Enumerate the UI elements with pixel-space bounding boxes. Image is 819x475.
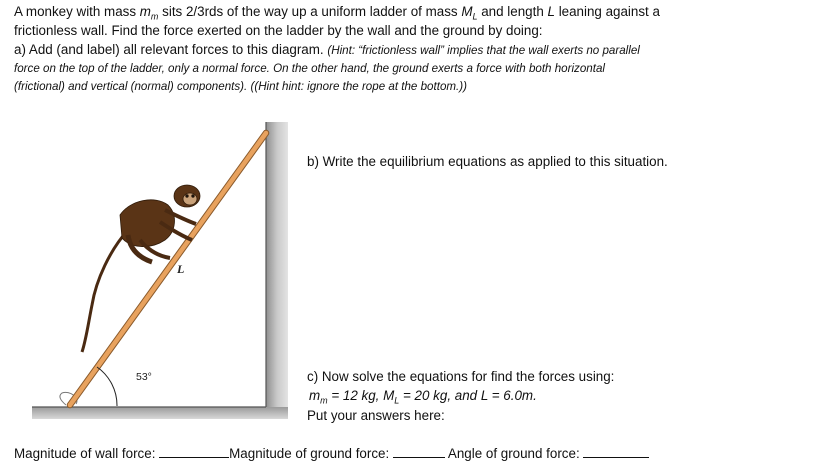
problem-line-4: force on the top of the ladder, only a normal force. On the other hand, the ground exerts a force with both horizontal — [14, 62, 605, 75]
problem-line-2: frictionless wall. Find the force exerted on the ladder by the wall and the ground by doing: — [14, 23, 543, 38]
ground-force-label: Magnitude of ground force: — [229, 446, 393, 461]
problem-line-1: A monkey with mass $m_m$ sits 2/3rds of the way up a uniform ladder of mass $M_L$ and length L leaning against a — [14, 4, 660, 22]
wall-force-blank[interactable] — [159, 445, 229, 458]
problem-line-3: a) Add (and label) all relevant forces to this diagram. (Hint: “frictionless wall” implies that the wall exerts no parallel — [14, 42, 640, 57]
part-c-line-1: c) Now solve the equations for find the forces using: — [307, 369, 615, 384]
floor — [32, 407, 288, 419]
length-label: L — [177, 262, 185, 276]
ground-angle-label: Angle of ground force: — [444, 446, 584, 461]
part-c-line-3: Put your answers here: — [307, 408, 445, 423]
ladder — [70, 133, 266, 405]
part-c-given-values: $m_m = 12$ kg, $M_L = 20$ kg, and L = 6.0m. — [309, 388, 537, 406]
ground-angle-blank[interactable] — [583, 445, 649, 458]
part-b-text: b) Write the equilibrium equations as applied to this situation. — [307, 154, 668, 169]
angle-arc — [97, 367, 117, 406]
wall-force-label: Magnitude of wall force: — [14, 446, 160, 461]
angle-label: 53° — [136, 371, 152, 383]
ground-force-blank[interactable] — [393, 445, 445, 458]
wall — [266, 122, 288, 415]
problem-line-5: (frictional) and vertical (normal) components). ((Hint hint: ignore the rope at the bottom.)) — [14, 80, 467, 93]
hint-text: (Hint: “frictionless wall” implies that the wall exerts no parallel — [327, 44, 640, 57]
answers-row — [14, 445, 649, 461]
